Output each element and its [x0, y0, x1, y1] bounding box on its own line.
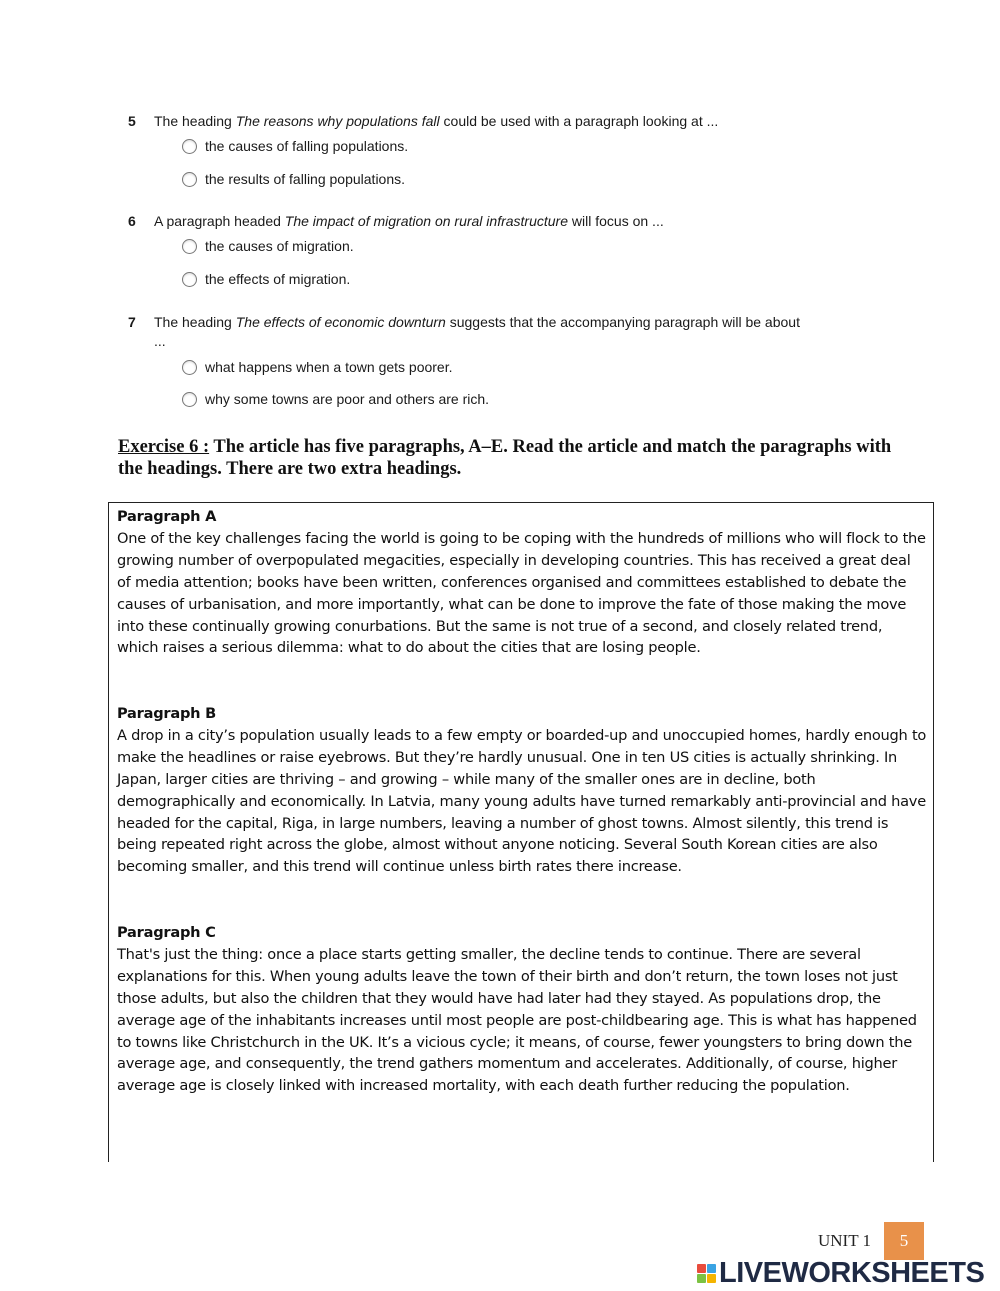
paragraph-text: One of the key challenges facing the world is going to be coping with the hundreds of millions who will flock to the growing number of overpopulated megacities, especially in developing countries. This has received a great deal of media attention; books have been written, conferences organised and committees established to debate the causes of urbanisation, and more importantly, what can be done to improve the fate of those making the move into these continually growing conurbations. But the same is not true of a second, and closely related trend, which raises a serious dilemma: what to do about the cities that are losing people. — [117, 529, 926, 657]
logo-square-red — [697, 1264, 706, 1273]
question-number: 7 — [128, 314, 136, 330]
paragraph-text: A drop in a city’s population usually leads to a few empty or boarded-up and unoccupied homes, hardly enough to make the headlines or raise eyebrows. But they’re hardly unusual. One in ten US cities is actually shrinking. In Japan, larger cities are thriving – and growing – while many of the smaller ones are in decline, both demographically and economically. In Latvia, many young adults have turned remarkably anti-provincial and have headed for the capital, Riga, in large numbers, leaving a number of ghost towns. Almost silently, this trend is being repeated right across the globe, almost without anyone noticing. Several South Korean cities are also becoming smaller, and this trend will continue unless birth rates there increase. — [117, 726, 927, 876]
paragraph-title: Paragraph B — [117, 705, 216, 722]
answer-option[interactable] — [182, 137, 408, 156]
question-stem: The heading The reasons why populations fall could be used with a paragraph looking at ... — [154, 113, 719, 129]
radio-button[interactable] — [182, 392, 197, 407]
option-label: the causes of falling populations. — [205, 138, 409, 154]
paragraph-c — [117, 922, 927, 1097]
exercise-label: Exercise 6 : — [118, 437, 210, 457]
question-6 — [128, 212, 828, 292]
paragraph-b — [117, 703, 927, 878]
unit-label: UNIT 1 — [818, 1231, 872, 1250]
option-label: the results of falling populations. — [205, 171, 406, 187]
page-number: 5 — [884, 1222, 924, 1260]
logo-square-green — [697, 1274, 706, 1283]
radio-button[interactable] — [182, 360, 197, 375]
exercise-heading — [118, 436, 918, 480]
logo-square-blue — [707, 1264, 716, 1273]
answer-option[interactable] — [182, 170, 405, 189]
question-stem: A paragraph headed The impact of migration on rural infrastructure will focus on ... — [154, 213, 664, 229]
radio-button[interactable] — [182, 239, 197, 254]
question-number: 6 — [128, 213, 136, 229]
answer-option[interactable] — [182, 358, 453, 377]
article-box — [108, 502, 934, 1162]
answer-option[interactable] — [182, 237, 354, 256]
paragraph-text: That's just the thing: once a place starts getting smaller, the decline tends to continue. There are several explanations for this. When young adults leave the town of their birth and don’t return, the town loses not just those adults, but also the children that they would have had later had they stayed. As populations drop, the average age of the inhabitants increases until most people are post-childbearing age. This is what has happened to towns like Christchurch in the UK. It’s a vicious cycle; it means, of course, fewer youngsters to bring down the average age, and consequently, the trend gathers momentum and accelerates. Additionally, of course, higher average age is closely linked with increased mortality, with each death further reducing the population. — [117, 945, 917, 1095]
question-stem: The heading The effects of economic downturn suggests that the accompanying paragraph will be about ... — [154, 314, 800, 349]
question-7 — [128, 313, 828, 413]
logo-square-yellow — [707, 1274, 716, 1283]
option-label: the effects of migration. — [205, 271, 351, 287]
radio-button[interactable] — [182, 139, 197, 154]
question-5 — [128, 112, 828, 192]
answer-option[interactable] — [182, 270, 350, 289]
question-number: 5 — [128, 113, 136, 129]
paragraph-title: Paragraph C — [117, 924, 216, 941]
exercise-instruction: The article has five paragraphs, A–E. Read the article and match the paragraphs with the headings. There are two extra headings. — [118, 437, 892, 479]
option-label: the causes of migration. — [205, 238, 354, 254]
answer-option[interactable] — [182, 390, 489, 409]
paragraph-a — [117, 506, 927, 659]
option-label: why some towns are poor and others are rich. — [205, 391, 490, 407]
paragraph-title: Paragraph A — [117, 508, 217, 525]
radio-button[interactable] — [182, 272, 197, 287]
liveworksheets-logo — [697, 1257, 984, 1290]
radio-button[interactable] — [182, 172, 197, 187]
liveworksheets-icon — [697, 1264, 716, 1283]
brand-name: LIVEWORKSHEETS — [719, 1257, 985, 1289]
option-label: what happens when a town gets poorer. — [205, 359, 453, 375]
